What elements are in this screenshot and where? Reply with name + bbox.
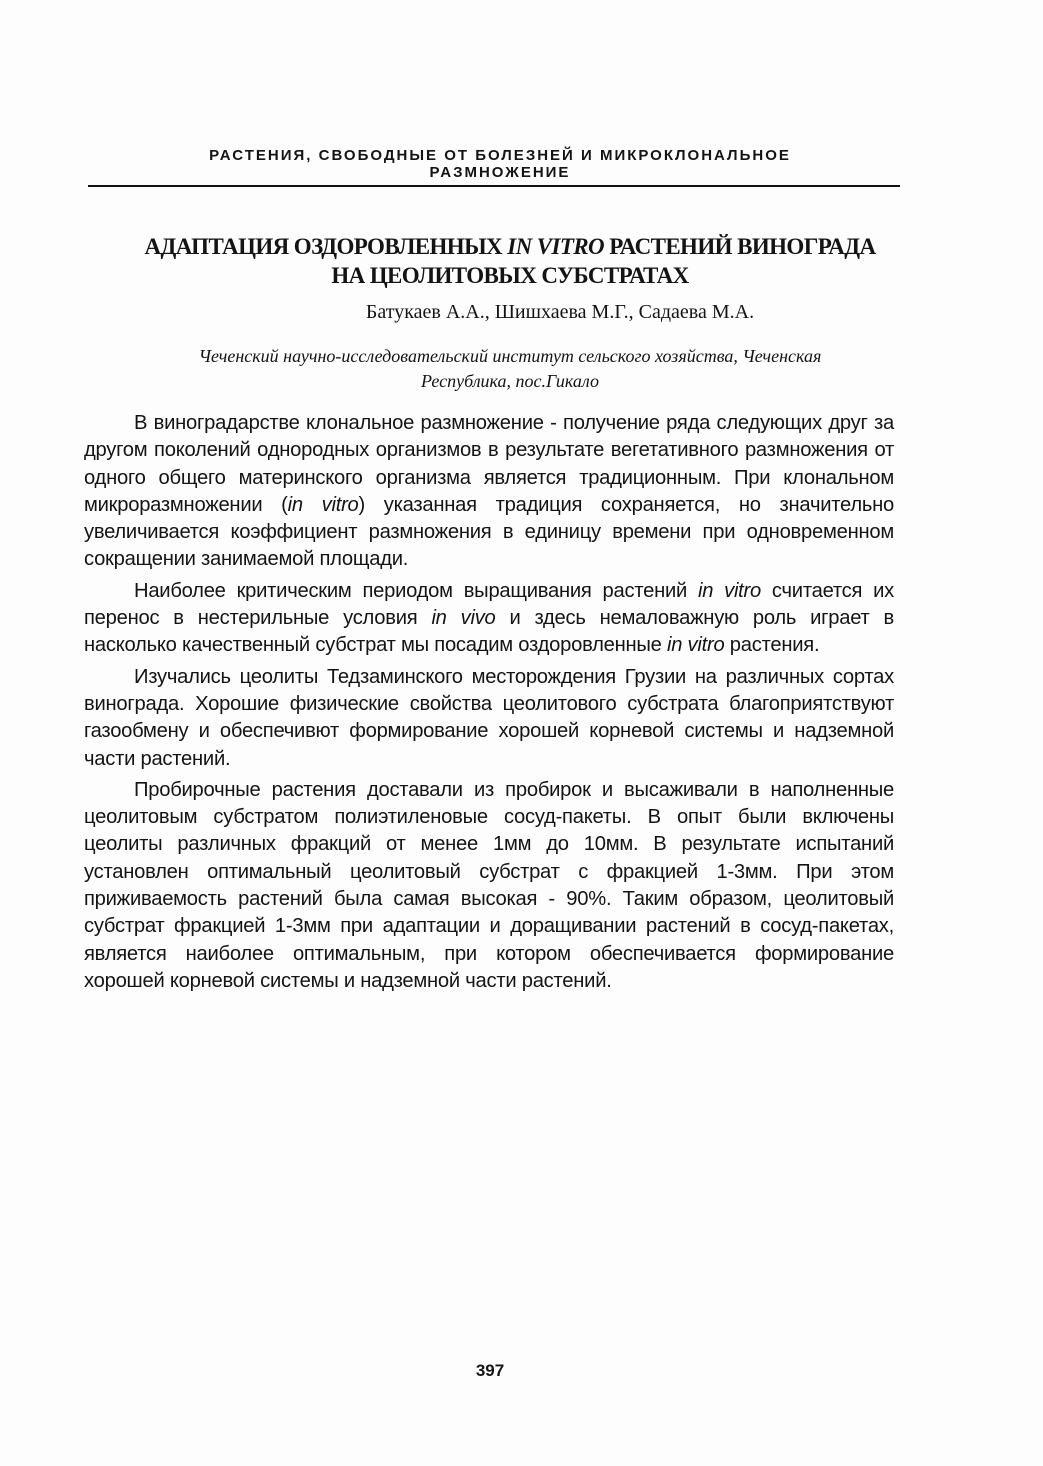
paragraph-2-text-a: Наиболее критическим периодом выращивания растений [134, 579, 698, 602]
page-number: 397 [475, 1361, 505, 1380]
running-head-line-1: РАСТЕНИЯ, СВОБОДНЫЕ ОТ БОЛЕЗНЕЙ И МИКРОКЛОНАЛЬНОЕ [209, 147, 791, 164]
title-line-1 [80, 232, 940, 261]
paragraph-1-text-b: ) указанная традиция сохраняется, но значительно увеличивается коэффициент размножения в единицу времени при одновременном сокращении занимаемой площади. [84, 493, 894, 571]
paragraph-2-text-c: и здесь немаловажную роль играет в насколько качественный субстрат мы посадим оздоровленные [84, 607, 894, 657]
paragraph-4: Пробирочные растения доставали из пробирок и высаживали в наполненные цеолитовым субстратом полиэтиленовые сосуд-пакеты. В опыт были включены цеолиты различных фракций от менее 1мм до 10мм. В результате испытаний установлен оптимальный цеолитовый субстрат с фракцией 1-3мм. При этом приживаемость растений была самая высокая - 90%. Таким образом, цеолитовый субстрат фракцией 1-3мм при адаптации и доращивании растений в сосуд-пакетах, является наиболее оптимальным, при котором обеспечивается формирование хорошей корневой системы и надземной части растений. [84, 778, 894, 992]
paragraph-2-text-b: считается их перенос в нестерильные условия [84, 579, 894, 630]
header-rule [88, 185, 900, 187]
paragraph-1 [84, 410, 894, 574]
paragraph-2 [84, 578, 894, 660]
running-head-line-2: РАЗМНОЖЕНИЕ [429, 164, 571, 181]
title-part-1: АДАПТАЦИЯ ОЗДОРОВЛЕННЫХ [144, 234, 508, 259]
paragraph-2-italic-a: in vitro [697, 579, 761, 602]
affiliation [80, 344, 940, 394]
paragraph-1-italic: in vitro [287, 493, 359, 516]
affiliation-line-1: Чеченский научно-исследовательский институт сельского хозяйства, Чеченская [198, 346, 822, 366]
paragraph-2-text-d: растения. [724, 634, 820, 657]
article-body [84, 410, 894, 999]
running-head [150, 147, 850, 181]
paragraph-1-text-a: В виноградарстве клональное размножение - получение ряда следующих друг за другом поколений однородных организмов в результате вегетативного размножения от одного общего материнского организма является традиционным. При клональном микроразмножении ( [84, 412, 894, 516]
paragraph-3: Изучались цеолиты Тедзаминского месторождения Грузии на различных сортах винограда. Хорошие физические свойства цеолитового субстрата благоприятствуют газообмену и обеспечивют формирование хорошей корневой системы и надземной части растений. [84, 665, 894, 770]
title-line-2: НА ЦЕОЛИТОВЫХ СУБСТРАТАХ [331, 263, 689, 288]
paragraph-2-italic-c: in vitro [666, 634, 725, 657]
affiliation-line-2: Республика, пос.Гикало [421, 371, 599, 391]
article-title [80, 232, 940, 290]
authors: Батукаев А.А., Шишхаева М.Г., Садаева М.А. [365, 301, 755, 323]
title-italic-in-vitro: IN VITRO [507, 234, 605, 259]
paragraph-2-italic-b: in vivo [431, 607, 496, 630]
title-part-2: РАСТЕНИЙ ВИНОГРАДА [604, 234, 876, 259]
